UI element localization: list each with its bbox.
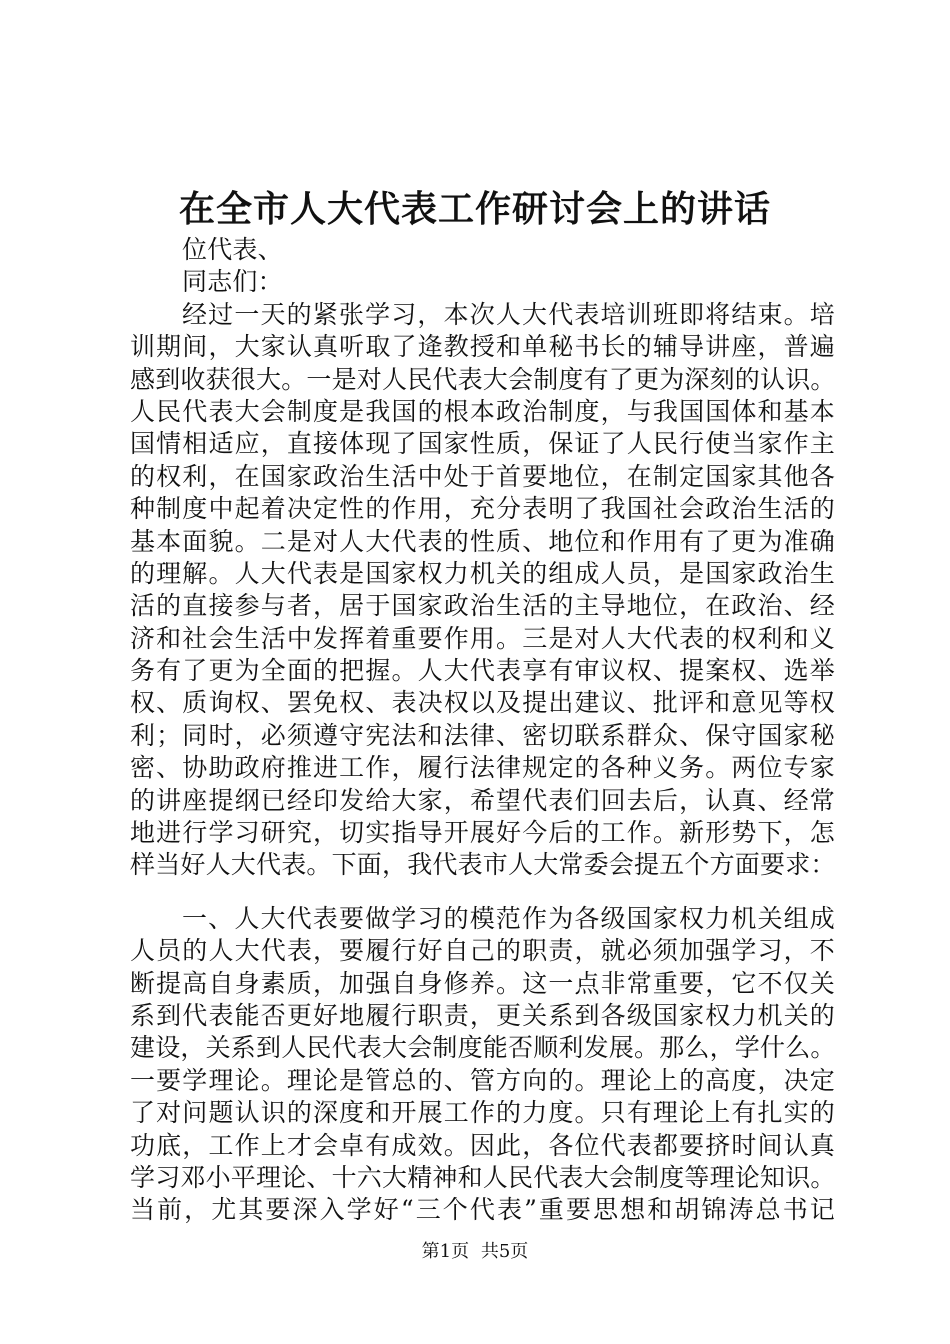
- salutation-line: 同志们：: [182, 267, 283, 297]
- document-body: [130, 234, 835, 1227]
- text-line: 国情相适应，直接体现了国家性质，保证了人民行使当家作主: [130, 429, 835, 459]
- text-line: 务有了更为全面的把握。人大代表享有审议权、提案权、选举: [130, 656, 835, 686]
- text-line: 的权利，在国家政治生活中处于首要地位，在制定国家其他各: [130, 461, 835, 491]
- salutation-line: 位代表、: [182, 235, 283, 264]
- text-line: 的讲座提纲已经印发给大家，希望代表们回去后，认真、经常: [130, 785, 835, 815]
- text-line: 权、质询权、罢免权、表决权以及提出建议、批评和意见等权: [130, 688, 835, 718]
- text-line: 学习邓小平理论、十六大精神和人民代表大会制度等理论知识。: [130, 1162, 836, 1192]
- text-line: 断提高自身素质，加强自身修养。这一点非常重要，它不仅关: [130, 968, 835, 998]
- page-footer: [0, 1240, 950, 1264]
- text-line: 地进行学习研究，切实指导开展好今后的工作。新形势下，怎: [130, 818, 835, 848]
- text-line: 基本面貌。二是对人大代表的性质、地位和作用有了更为准确: [130, 526, 835, 556]
- text-line: 一、人大代表要做学习的模范作为各级国家权力机关组成: [182, 903, 835, 933]
- text-line: 经过一天的紧张学习，本次人大代表培训班即将结束。培: [182, 299, 835, 329]
- page-number: 第1页: [421, 1241, 470, 1262]
- text-line: 活的直接参与者，居于国家政治生活的主导地位，在政治、经: [130, 591, 835, 621]
- text-line: 功底，工作上才会卓有成效。因此，各位代表都要挤时间认真: [130, 1130, 835, 1160]
- text-line: 了对问题认识的深度和开展工作的力度。只有理论上有扎实的: [130, 1098, 835, 1128]
- document-title: 在全市人大代表工作研讨会上的讲话: [178, 188, 771, 230]
- text-line: 密、协助政府推进工作，履行法律规定的各种义务。两位专家: [130, 753, 835, 783]
- text-line: 利；同时，必须遵守宪法和法律、密切联系群众、保守国家秘: [130, 720, 835, 750]
- paragraph-1: [130, 299, 835, 882]
- text-line: 种制度中起着决定性的作用，充分表明了我国社会政治生活的: [130, 494, 835, 524]
- text-line: 一要学理论。理论是管总的、管方向的。理论上的高度，决定: [130, 1065, 835, 1095]
- text-line: 的理解。人大代表是国家权力机关的组成人员，是国家政治生: [130, 558, 835, 588]
- text-line: 济和社会生活中发挥着重要作用。三是对人大代表的权利和义: [130, 623, 835, 653]
- text-line: 样当好人大代表。下面，我代表市人大常委会提五个方面要求：: [130, 850, 836, 880]
- text-line: 系到代表能否更好地履行职责，更关系到各级国家权力机关的: [130, 1000, 835, 1030]
- text-line: 训期间，大家认真听取了逄教授和单秘书长的辅导讲座，普遍: [130, 332, 835, 362]
- paragraph-2: [130, 903, 835, 1227]
- text-line: 当前，尤其要深入学好“三个代表”重要思想和胡锦涛总书记: [130, 1195, 835, 1225]
- text-line: 人员的人大代表，要履行好自己的职责，就必须加强学习，不: [130, 936, 835, 966]
- page-total: 共5页: [480, 1241, 529, 1262]
- text-line: 建设，关系到人民代表大会制度能否顺利发展。那么，学什么。: [130, 1033, 836, 1063]
- text-line: 感到收获很大。一是对人民代表大会制度有了更为深刻的认识。: [130, 364, 836, 394]
- text-line: 人民代表大会制度是我国的根本政治制度，与我国国体和基本: [130, 396, 835, 426]
- paragraph-gap: [130, 882, 835, 903]
